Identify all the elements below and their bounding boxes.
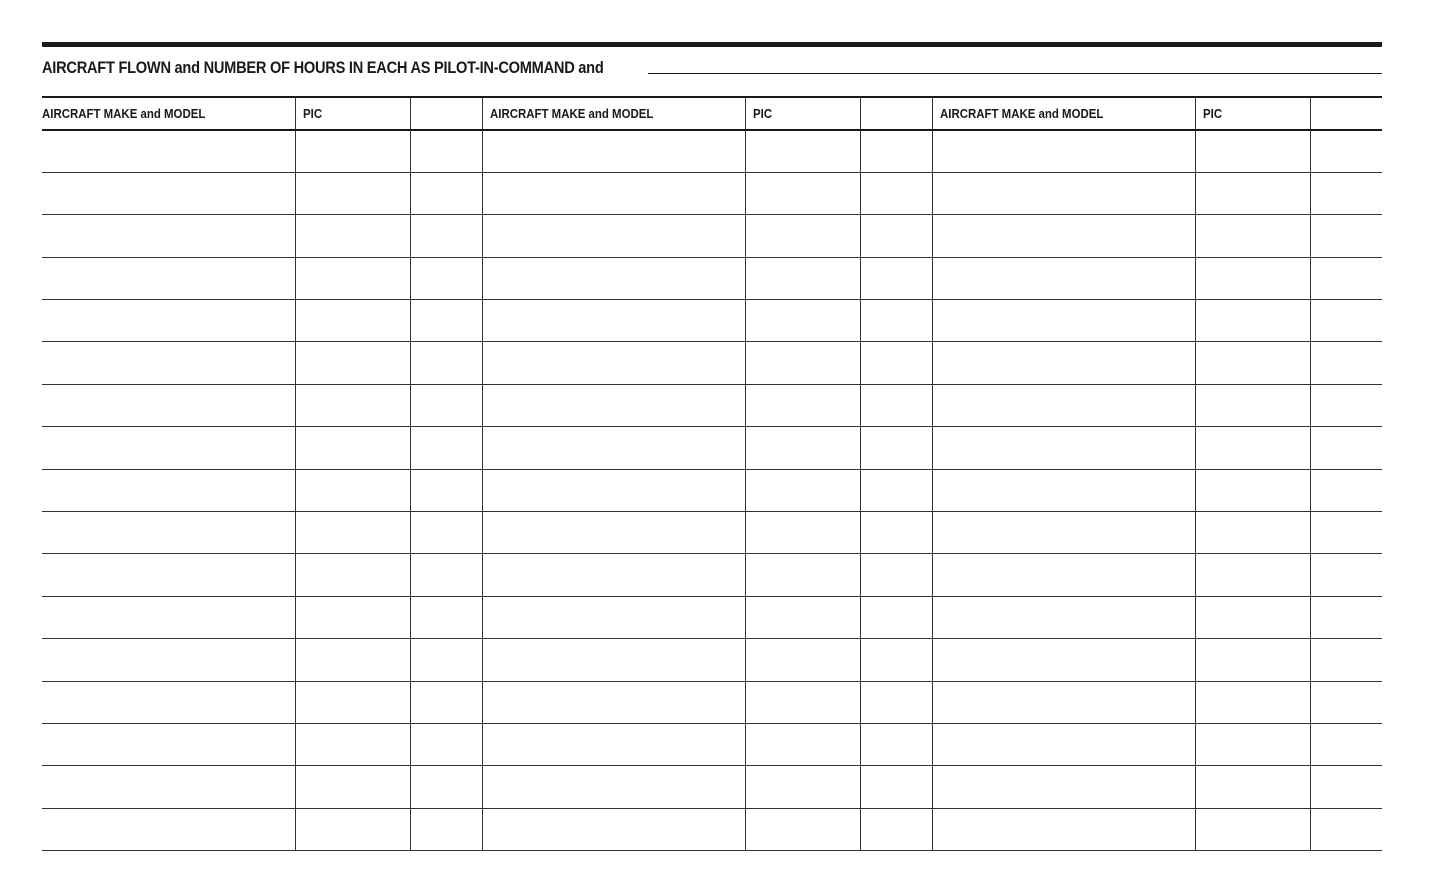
pic-cell[interactable] <box>745 723 860 765</box>
pic-cell[interactable] <box>295 130 410 172</box>
model-cell[interactable] <box>42 342 295 384</box>
pic-cell[interactable] <box>745 596 860 638</box>
model-cell[interactable] <box>932 342 1195 384</box>
model-cell[interactable] <box>42 512 295 554</box>
pic-cell[interactable] <box>295 172 410 214</box>
extra-cell[interactable] <box>860 427 932 469</box>
extra-cell[interactable] <box>410 427 482 469</box>
pic-cell[interactable] <box>1195 639 1310 681</box>
pic-cell[interactable] <box>745 172 860 214</box>
extra-cell[interactable] <box>860 723 932 765</box>
model-cell[interactable] <box>42 554 295 596</box>
pic-cell[interactable] <box>1195 300 1310 342</box>
pic-cell[interactable] <box>1195 215 1310 257</box>
model-cell[interactable] <box>42 215 295 257</box>
model-cell[interactable] <box>932 300 1195 342</box>
model-cell[interactable] <box>482 639 745 681</box>
pic-cell[interactable] <box>295 723 410 765</box>
pic-cell[interactable] <box>295 808 410 850</box>
extra-cell[interactable] <box>1310 130 1382 172</box>
extra-cell[interactable] <box>410 512 482 554</box>
model-cell[interactable] <box>482 681 745 723</box>
extra-cell[interactable] <box>410 639 482 681</box>
pic-cell[interactable] <box>745 554 860 596</box>
table-row <box>42 130 1382 172</box>
pic-header: PIC <box>1195 97 1310 130</box>
model-cell[interactable] <box>42 808 295 850</box>
model-cell[interactable] <box>932 469 1195 511</box>
extra-cell[interactable] <box>410 130 482 172</box>
table-row <box>42 300 1382 342</box>
model-header: AIRCRAFT MAKE and MODEL <box>482 97 745 130</box>
extra-cell[interactable] <box>1310 554 1382 596</box>
pic-cell[interactable] <box>745 681 860 723</box>
pic-cell[interactable] <box>745 512 860 554</box>
model-cell[interactable] <box>42 384 295 426</box>
model-cell[interactable] <box>482 512 745 554</box>
model-cell[interactable] <box>42 469 295 511</box>
extra-cell[interactable] <box>1310 215 1382 257</box>
model-cell[interactable] <box>932 766 1195 808</box>
pic-cell[interactable] <box>745 215 860 257</box>
table-row <box>42 723 1382 765</box>
extra-cell[interactable] <box>1310 300 1382 342</box>
pic-cell[interactable] <box>295 215 410 257</box>
extra-cell[interactable] <box>860 596 932 638</box>
model-cell[interactable] <box>482 172 745 214</box>
table-row <box>42 215 1382 257</box>
extra-cell[interactable] <box>860 766 932 808</box>
model-cell[interactable] <box>42 130 295 172</box>
table-row <box>42 384 1382 426</box>
pic-cell[interactable] <box>1195 469 1310 511</box>
model-cell[interactable] <box>932 554 1195 596</box>
model-cell[interactable] <box>932 130 1195 172</box>
table-row <box>42 172 1382 214</box>
extra-cell[interactable] <box>1310 766 1382 808</box>
extra-cell[interactable] <box>410 808 482 850</box>
extra-cell[interactable] <box>860 554 932 596</box>
extra-cell[interactable] <box>410 723 482 765</box>
pic-cell[interactable] <box>1195 723 1310 765</box>
model-cell[interactable] <box>932 427 1195 469</box>
pic-cell[interactable] <box>745 300 860 342</box>
model-cell[interactable] <box>932 512 1195 554</box>
model-header: AIRCRAFT MAKE and MODEL <box>932 97 1195 130</box>
extra-cell[interactable] <box>860 215 932 257</box>
extra-cell[interactable] <box>410 257 482 299</box>
model-cell[interactable] <box>42 596 295 638</box>
extra-cell[interactable] <box>1310 723 1382 765</box>
pic-cell[interactable] <box>1195 808 1310 850</box>
model-cell[interactable] <box>482 342 745 384</box>
pic-cell[interactable] <box>1195 130 1310 172</box>
extra-cell[interactable] <box>1310 808 1382 850</box>
extra-cell[interactable] <box>410 300 482 342</box>
pic-cell[interactable] <box>295 427 410 469</box>
model-cell[interactable] <box>932 384 1195 426</box>
model-cell[interactable] <box>42 723 295 765</box>
model-cell[interactable] <box>932 172 1195 214</box>
pic-cell[interactable] <box>295 596 410 638</box>
model-cell[interactable] <box>932 723 1195 765</box>
pic-cell[interactable] <box>745 130 860 172</box>
extra-cell[interactable] <box>860 257 932 299</box>
table-row <box>42 257 1382 299</box>
table-row <box>42 427 1382 469</box>
model-cell[interactable] <box>42 427 295 469</box>
table-body <box>42 130 1382 851</box>
model-cell[interactable] <box>482 554 745 596</box>
extra-cell[interactable] <box>410 766 482 808</box>
pic-cell[interactable] <box>1195 681 1310 723</box>
extra-header <box>1310 97 1382 130</box>
model-cell[interactable] <box>482 384 745 426</box>
model-cell[interactable] <box>482 427 745 469</box>
model-header: AIRCRAFT MAKE and MODEL <box>42 97 295 130</box>
extra-cell[interactable] <box>410 596 482 638</box>
table-row <box>42 342 1382 384</box>
top-rule <box>42 42 1382 47</box>
pic-cell[interactable] <box>745 639 860 681</box>
pic-cell[interactable] <box>1195 427 1310 469</box>
pic-cell[interactable] <box>1195 596 1310 638</box>
pic-cell[interactable] <box>295 300 410 342</box>
pic-cell[interactable] <box>1195 512 1310 554</box>
extra-cell[interactable] <box>1310 257 1382 299</box>
pic-cell[interactable] <box>745 469 860 511</box>
extra-cell[interactable] <box>860 681 932 723</box>
pic-cell[interactable] <box>1195 172 1310 214</box>
extra-cell[interactable] <box>1310 342 1382 384</box>
model-cell[interactable] <box>932 215 1195 257</box>
pic-header: PIC <box>745 97 860 130</box>
model-cell[interactable] <box>42 766 295 808</box>
model-cell[interactable] <box>482 723 745 765</box>
pic-cell[interactable] <box>1195 384 1310 426</box>
model-cell[interactable] <box>482 215 745 257</box>
model-cell[interactable] <box>932 639 1195 681</box>
pic-cell[interactable] <box>295 384 410 426</box>
extra-cell[interactable] <box>1310 681 1382 723</box>
table-row <box>42 766 1382 808</box>
pic-cell[interactable] <box>745 257 860 299</box>
model-cell[interactable] <box>932 596 1195 638</box>
pic-cell[interactable] <box>295 639 410 681</box>
extra-cell[interactable] <box>860 639 932 681</box>
model-cell[interactable] <box>42 681 295 723</box>
extra-cell[interactable] <box>1310 427 1382 469</box>
pic-cell[interactable] <box>1195 766 1310 808</box>
model-cell[interactable] <box>932 808 1195 850</box>
model-cell[interactable] <box>42 172 295 214</box>
pic-cell[interactable] <box>295 512 410 554</box>
pic-cell[interactable] <box>745 342 860 384</box>
model-cell[interactable] <box>482 300 745 342</box>
title-fill-line[interactable] <box>648 73 1382 74</box>
extra-cell[interactable] <box>1310 596 1382 638</box>
extra-cell[interactable] <box>860 300 932 342</box>
model-cell[interactable] <box>482 808 745 850</box>
extra-header <box>410 97 482 130</box>
extra-cell[interactable] <box>860 469 932 511</box>
extra-cell[interactable] <box>860 342 932 384</box>
pic-cell[interactable] <box>1195 554 1310 596</box>
model-cell[interactable] <box>42 257 295 299</box>
extra-header <box>860 97 932 130</box>
extra-cell[interactable] <box>410 342 482 384</box>
extra-cell[interactable] <box>410 554 482 596</box>
extra-cell[interactable] <box>860 384 932 426</box>
model-cell[interactable] <box>482 596 745 638</box>
extra-cell[interactable] <box>410 469 482 511</box>
pic-cell[interactable] <box>745 766 860 808</box>
extra-cell[interactable] <box>410 215 482 257</box>
model-cell[interactable] <box>42 300 295 342</box>
pic-cell[interactable] <box>295 681 410 723</box>
extra-cell[interactable] <box>860 512 932 554</box>
aircraft-hours-table <box>42 96 1382 851</box>
table-row <box>42 639 1382 681</box>
pic-cell[interactable] <box>745 384 860 426</box>
model-cell[interactable] <box>932 681 1195 723</box>
model-cell[interactable] <box>482 130 745 172</box>
form-title-row <box>42 56 1382 78</box>
extra-cell[interactable] <box>1310 639 1382 681</box>
model-cell[interactable] <box>482 257 745 299</box>
table-row <box>42 512 1382 554</box>
table-row <box>42 554 1382 596</box>
extra-cell[interactable] <box>860 808 932 850</box>
extra-cell[interactable] <box>1310 172 1382 214</box>
table-row <box>42 469 1382 511</box>
table-row <box>42 681 1382 723</box>
extra-cell[interactable] <box>410 172 482 214</box>
extra-cell[interactable] <box>1310 384 1382 426</box>
extra-cell[interactable] <box>860 172 932 214</box>
extra-cell[interactable] <box>1310 469 1382 511</box>
form-title: AIRCRAFT FLOWN and NUMBER OF HOURS IN EACH AS PILOT-IN-COMMAND and <box>42 58 604 77</box>
table-row <box>42 596 1382 638</box>
pic-cell[interactable] <box>295 469 410 511</box>
model-cell[interactable] <box>932 257 1195 299</box>
pic-cell[interactable] <box>745 427 860 469</box>
pic-cell[interactable] <box>1195 342 1310 384</box>
pic-cell[interactable] <box>745 808 860 850</box>
model-cell[interactable] <box>482 469 745 511</box>
pic-cell[interactable] <box>295 554 410 596</box>
table-row <box>42 808 1382 850</box>
pic-cell[interactable] <box>295 342 410 384</box>
extra-cell[interactable] <box>410 384 482 426</box>
extra-cell[interactable] <box>860 130 932 172</box>
table-header-row <box>42 97 1382 130</box>
pic-cell[interactable] <box>1195 257 1310 299</box>
model-cell[interactable] <box>42 639 295 681</box>
pic-header: PIC <box>295 97 410 130</box>
pic-cell[interactable] <box>295 766 410 808</box>
pic-cell[interactable] <box>295 257 410 299</box>
extra-cell[interactable] <box>410 681 482 723</box>
extra-cell[interactable] <box>1310 512 1382 554</box>
model-cell[interactable] <box>482 766 745 808</box>
